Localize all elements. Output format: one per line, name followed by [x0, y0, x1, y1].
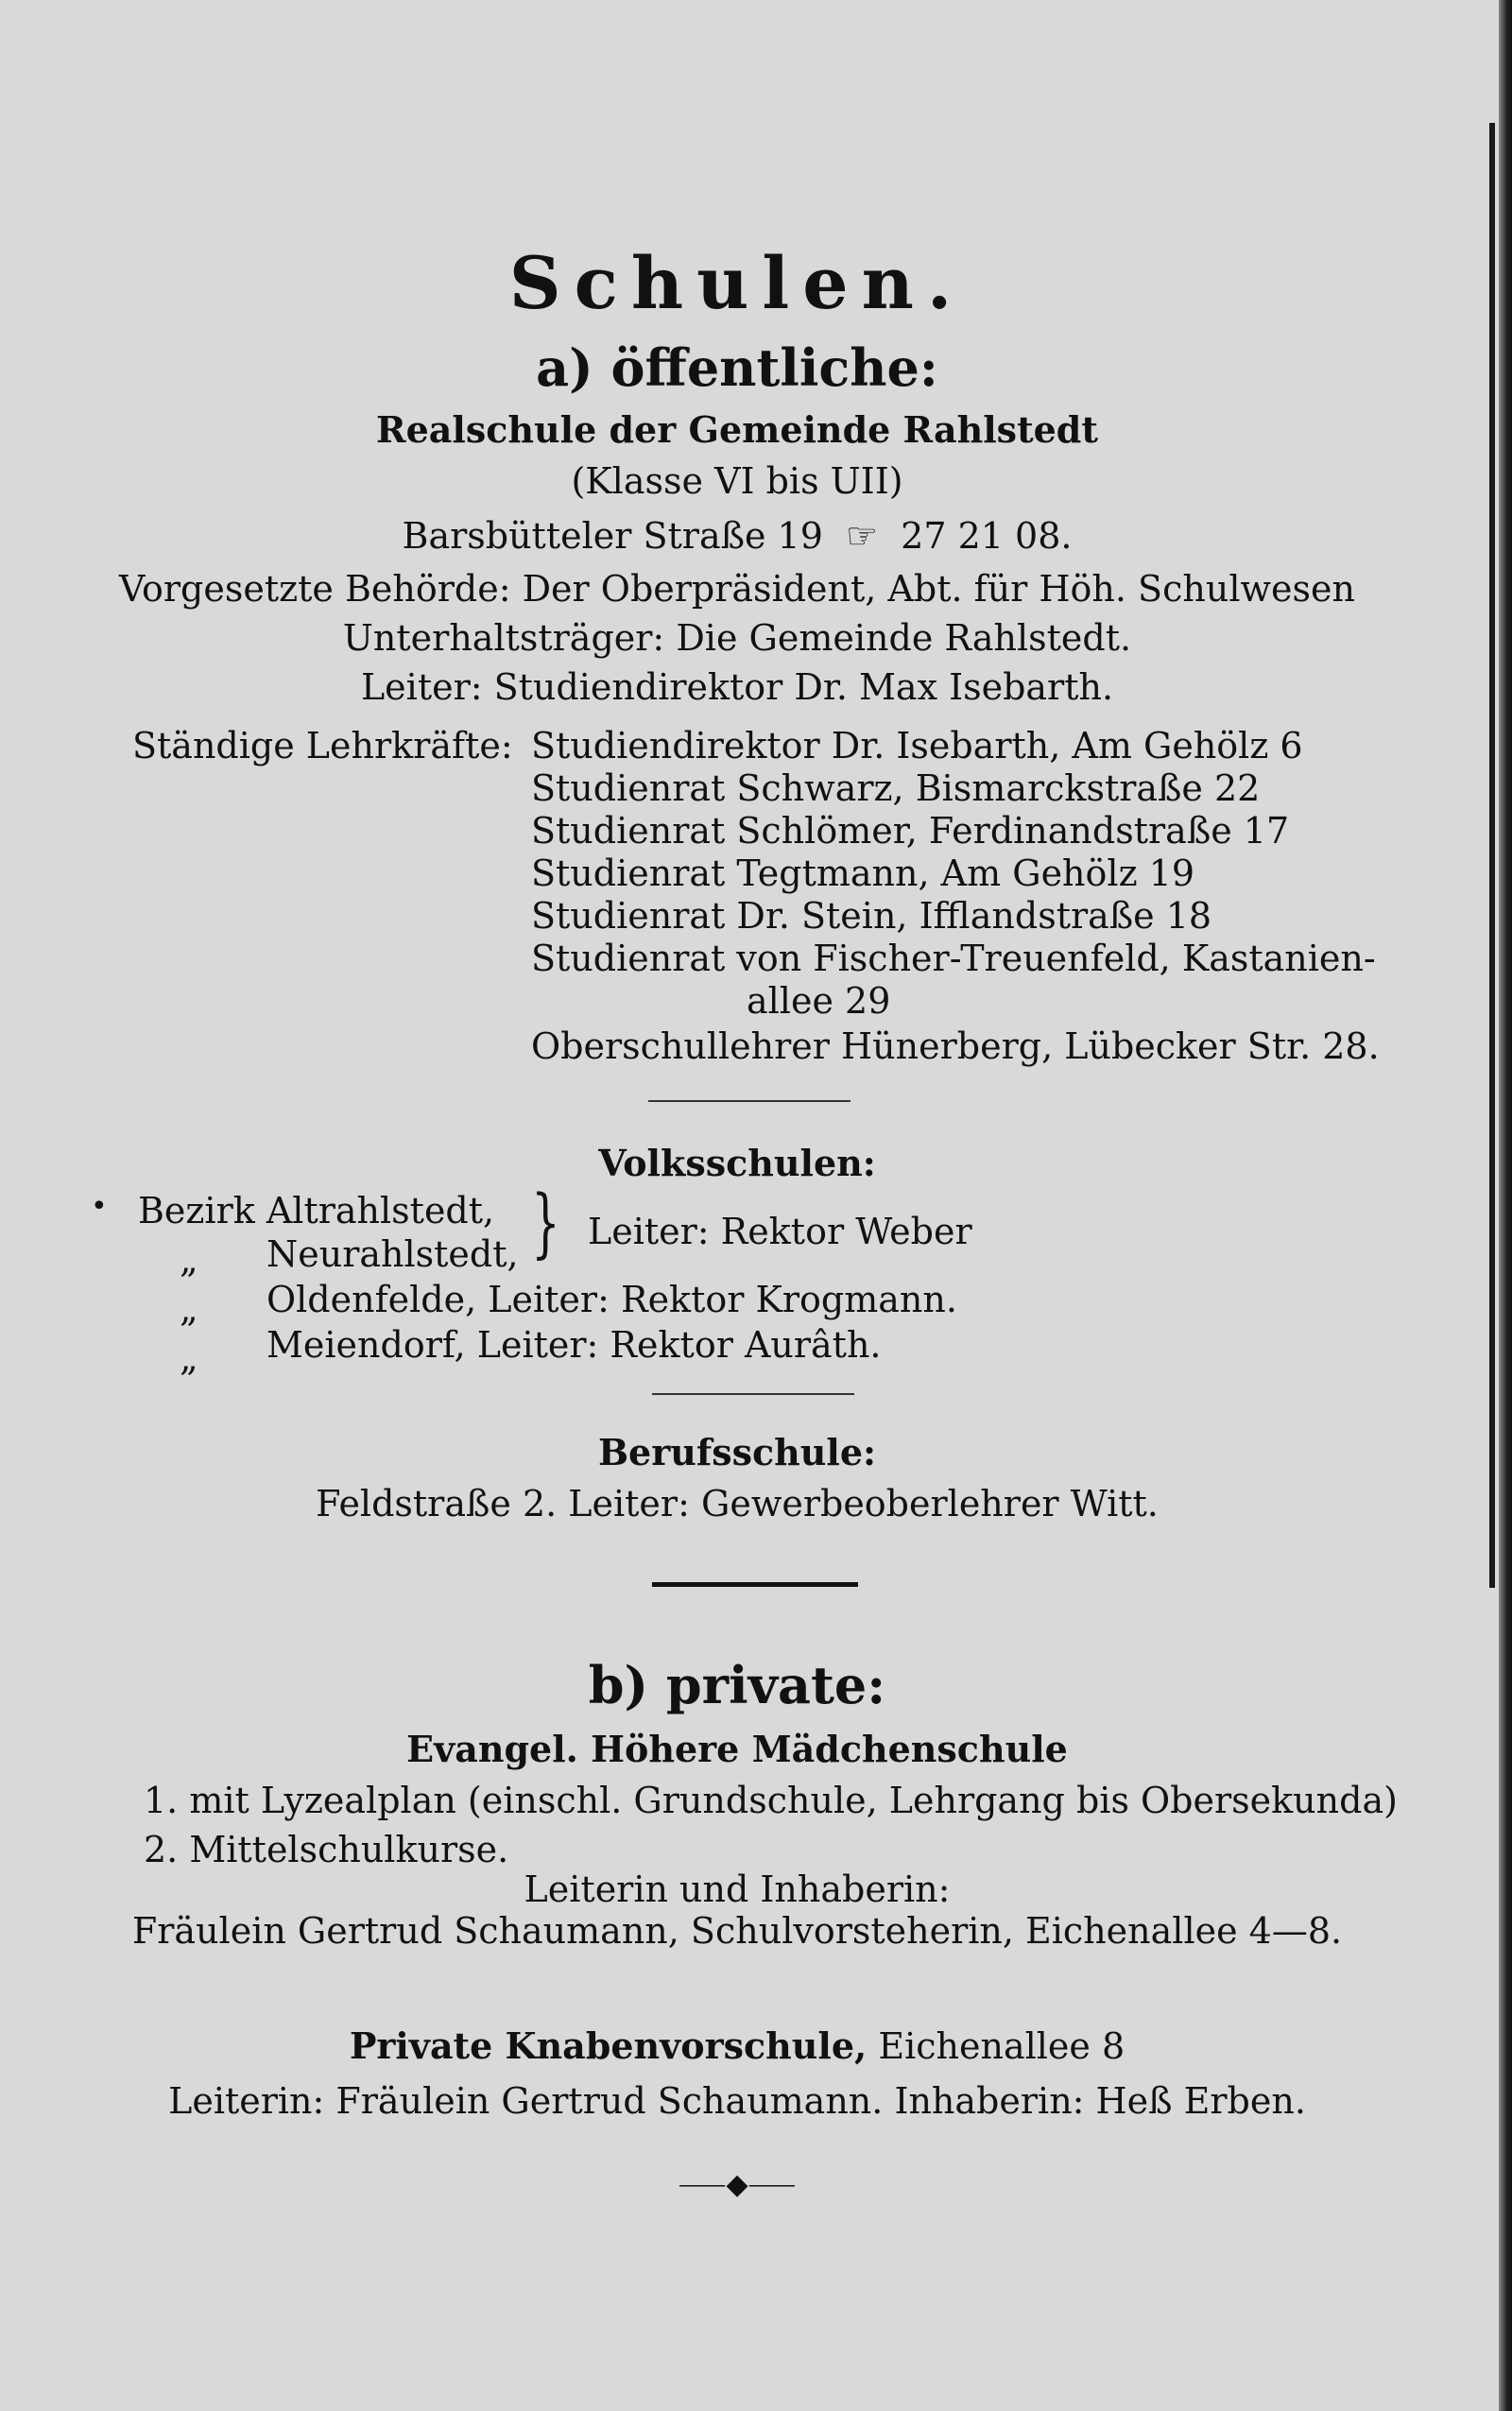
staff-entry: Studienrat Tegtmann, Am Gehölz 19 — [531, 852, 1195, 894]
volksschule-meiendorf: Meiendorf, Leiter: Rektor Aurâth. — [266, 1324, 882, 1366]
pointing-hand-icon: ☞ — [846, 515, 879, 557]
staff-entry: Studienrat Schlömer, Ferdinandstraße 17 — [531, 810, 1290, 852]
knabenvorschule-line — [0, 2024, 1474, 2067]
berufsschule-line: Feldstraße 2. Leiter: Gewerbeoberlehrer Witt. — [316, 1483, 1159, 1524]
realschule-maintainer: Unterhaltsträger: Die Gemeinde Rahlstedt. — [342, 617, 1132, 659]
shared-leader: Leiter: Rektor Weber — [588, 1211, 972, 1252]
maedchenschule-item-2: 2. Mittelschulkurse. — [144, 1829, 509, 1870]
staff-entry: Oberschullehrer Hünerberg, Lübecker Str. 28. — [531, 1025, 1380, 1067]
realschule-classes: (Klasse VI bis UII) — [571, 460, 903, 502]
staff-entry: Studienrat Schwarz, Bismarckstraße 22 — [531, 767, 1261, 809]
knabenvorschule-address: Eichenallee 8 — [878, 2025, 1125, 2067]
realschule-address: Barsbütteler Straße 19 — [402, 515, 823, 557]
realschule-name: Realschule der Gemeinde Rahlstedt — [376, 408, 1098, 451]
binding-line — [1489, 123, 1495, 1588]
ornament: ⸺◆⸺ — [678, 2168, 797, 2201]
brace: } — [531, 1179, 560, 1266]
staff-label: Ständige Lehrkräfte: — [132, 725, 513, 766]
realschule-director: Leiter: Studiendirektor Dr. Max Isebarth. — [360, 666, 1114, 708]
divider — [648, 1100, 850, 1102]
volksschule-oldenfelde: Oldenfelde, Leiter: Rektor Krogmann. — [266, 1279, 957, 1320]
realschule-authority: Vorgesetzte Behörde: Der Oberpräsident, Abt. für Höh. Schulwesen — [119, 568, 1355, 610]
realschule-phone: 27 21 08. — [901, 515, 1073, 557]
section-b-heading: b) private: — [588, 1655, 886, 1715]
staff-entry: Studiendirektor Dr. Isebarth, Am Gehölz 6 — [531, 725, 1303, 766]
maedchenschule-owners-label: Leiterin und Inhaberin: — [524, 1869, 951, 1910]
maedchenschule-owner: Fräulein Gertrud Schaumann, Schulvorsteherin, Eichenallee 4—8. — [131, 1910, 1343, 1952]
section-divider — [652, 1582, 858, 1587]
section-a-heading: a) öffentliche: — [536, 337, 938, 398]
berufsschule-heading: Berufsschule: — [597, 1431, 877, 1473]
staff-entry: Studienrat Dr. Stein, Ifflandstraße 18 — [531, 895, 1212, 937]
realschule-address-line — [0, 515, 1474, 557]
knabenvorschule-heading: Private Knabenvorschule, — [349, 2024, 868, 2067]
bullet-mark: • — [91, 1190, 108, 1223]
volksschule-bezirk-altrahlstedt: Bezirk Altrahlstedt, — [138, 1190, 495, 1231]
ditto-mark: „ — [180, 1288, 198, 1330]
staff-entry: Studienrat von Fischer-Treuenfeld, Kastanien- — [531, 938, 1376, 979]
knabenvorschule-leader: Leiterin: Fräulein Gertrud Schaumann. Inhaberin: Heß Erben. — [168, 2080, 1306, 2122]
volksschule-neurahlstedt: Neurahlstedt, — [266, 1233, 519, 1275]
maedchenschule-item-1: 1. mit Lyzealplan (einschl. Grundschule, Lehrgang bis Obersekunda) — [144, 1780, 1398, 1821]
volksschulen-heading: Volksschulen: — [598, 1142, 876, 1184]
maedchenschule-heading: Evangel. Höhere Mädchenschule — [406, 1728, 1068, 1770]
page-heading: Schulen. — [508, 241, 966, 325]
divider — [652, 1393, 854, 1395]
ditto-mark: „ — [180, 1337, 198, 1379]
page-edge — [1499, 0, 1512, 2411]
ditto-mark: „ — [180, 1239, 198, 1281]
staff-entry: allee 29 — [747, 980, 891, 1022]
